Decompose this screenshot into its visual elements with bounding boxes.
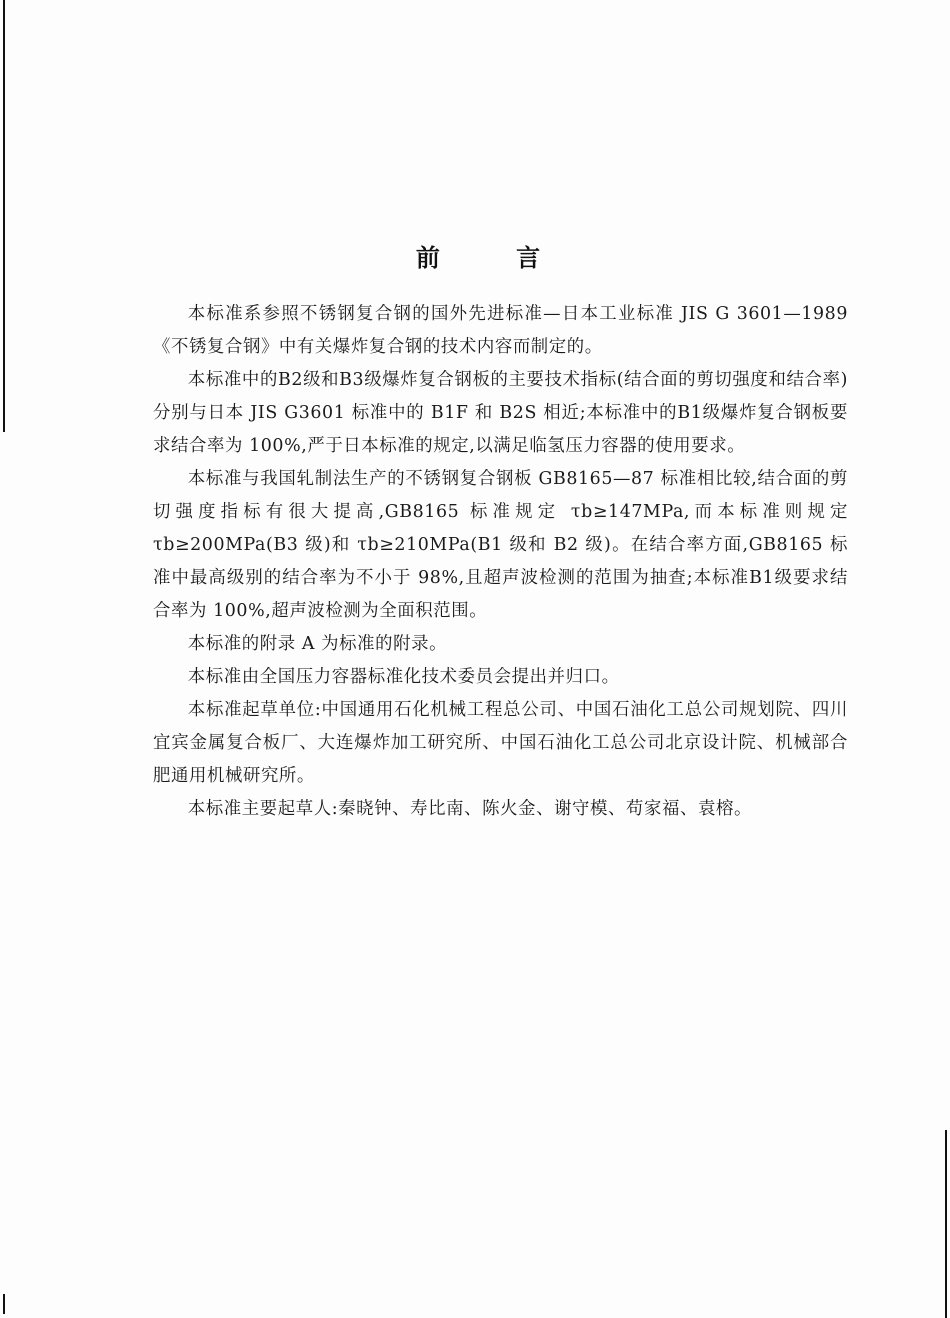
paragraph-technical-indicators: 本标准中的B2级和B3级爆炸复合钢板的主要技术指标(结合面的剪切强度和结合率)分别与日本 JIS G3601 标准中的 B1F 和 B2S 相近;本标准中的B1级爆炸复合钢板要求结合率为 100%,严于日本标准的规定,以满足临氢压力容器的使用要求。: [153, 370, 848, 456]
paragraph-drafting-units: 本标准起草单位:中国通用石化机械工程总公司、中国石油化工总公司规划院、四川宜宾金属复合板厂、大连爆炸加工研究所、中国石油化工总公司北京设计院、机械部合肥通用机械研究所。: [153, 700, 848, 786]
foreword-body: [153, 298, 848, 826]
paragraph-appendix: 本标准的附录 A 为标准的附录。: [187, 634, 448, 654]
paragraph-reference-standard: 本标准系参照不锈钢复合钢的国外先进标准—日本工业标准 JIS G 3601—1989《不锈复合钢》中有关爆炸复合钢的技术内容而制定的。: [153, 304, 848, 357]
paragraph-comparison-gb8165: 本标准与我国轧制法生产的不锈钢复合钢板 GB8165—87 标准相比较,结合面的剪切强度指标有很大提高,GB8165 标准规定 τb≥147MPa,而本标准则规定 τb≥200MPa(B3 级)和 τb≥210MPa(B1 级和 B2 级)。在结合率方面,GB8165 标准中最高级别的结合率为不小于 98%,且超声波检测的范围为抽查;本标准B1级要求结合率为 100%,超声波检测为全面积范围。: [153, 469, 848, 621]
paragraph-drafters: 本标准主要起草人:秦晓钟、寿比南、陈火金、谢守模、苟家福、袁榕。: [187, 799, 752, 819]
paragraph-proposer: 本标准由全国压力容器标准化技术委员会提出并归口。: [187, 667, 620, 687]
page-title: 前 言: [415, 244, 575, 272]
scan-edge-mark: [3, 0, 5, 432]
scan-edge-mark: [3, 1294, 5, 1314]
scan-edge-mark: [945, 1130, 947, 1318]
